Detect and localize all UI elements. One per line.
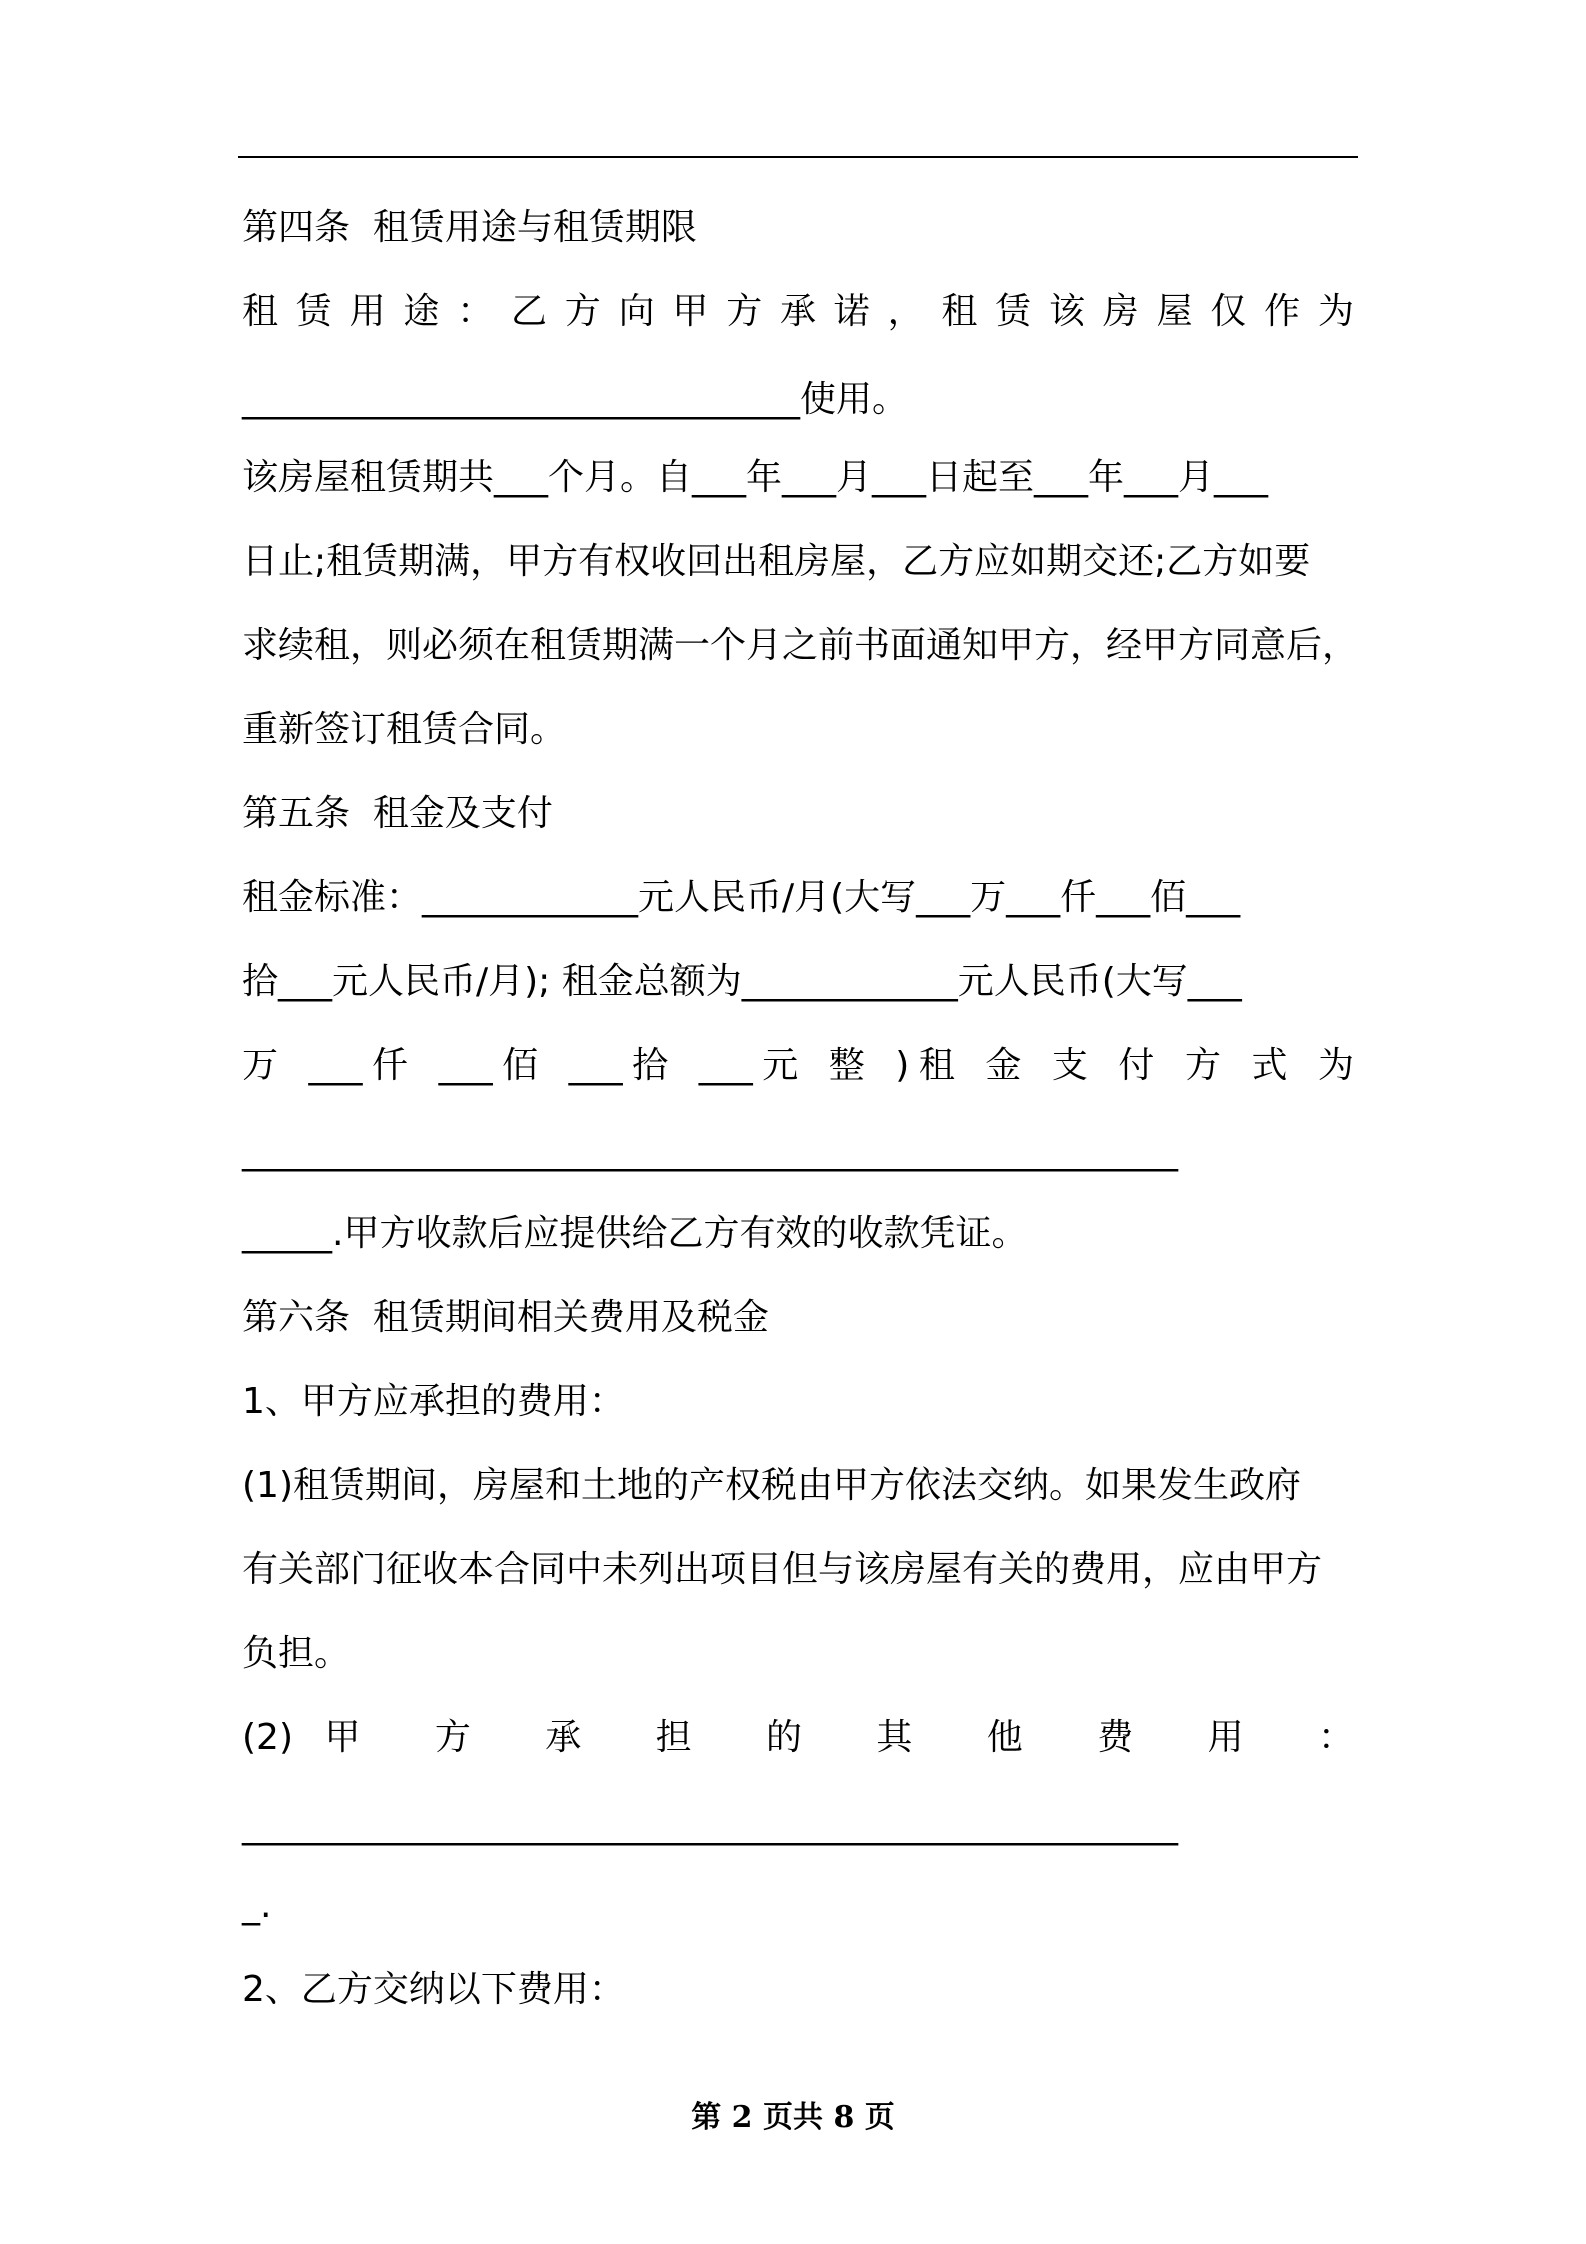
article-5-heading: 第五条 租金及支付 — [242, 793, 553, 834]
party-a-fees-heading: 1、甲方应承担的费用： — [242, 1381, 625, 1422]
term-line-2: 日止;租赁期满，甲方有权收回出租房屋，乙方应如期交还;乙方如要 — [242, 541, 1311, 582]
rent-line-1: 租金标准：____________元人民币/月(大写___万___仟___佰___ — [242, 877, 1241, 918]
fee-2-line: (2)甲 方 承 担 的 其 他 费 用 ： — [242, 1717, 1354, 1758]
rent-line-4: _____.甲方收款后应提供给乙方有效的收款凭证。 — [242, 1213, 1028, 1254]
rent-line-2: 拾___元人民币/月); 租金总额为____________元人民币(大写___ — [242, 961, 1242, 1002]
term-line-3: 求续租，则必须在租赁期满一个月之前书面通知甲方，经甲方同意后， — [242, 625, 1359, 666]
fee-1-line-1: (1)租赁期间，房屋和土地的产权税由甲方依法交纳。如果发生政府 — [242, 1465, 1301, 1506]
usage-line: 租赁用途：乙方向甲方承诺，租赁该房屋仅作为 — [242, 291, 1354, 332]
fee-2-blank-end: _. — [242, 1885, 272, 1926]
page-footer: 第 2 页共 8 页 — [691, 2100, 895, 2135]
term-line-4: 重新签订租赁合同。 — [242, 709, 567, 750]
article-6-heading: 第六条 租赁期间相关费用及税金 — [242, 1297, 769, 1338]
rent-line-3: 万 ___仟 ___佰 ___拾 ___元 整 )租 金 支 付 方 式 为 — [242, 1045, 1354, 1086]
fee-1-line-3: 负担。 — [242, 1633, 351, 1674]
header-rule — [238, 156, 1358, 158]
rent-blank-line: ____________________________________________________ — [242, 1131, 1178, 1172]
article-4-heading: 第四条 租赁用途与租赁期限 — [242, 207, 697, 248]
usage-blank-line: _______________________________使用。 — [242, 379, 909, 420]
fee-1-line-2: 有关部门征收本合同中未列出项目但与该房屋有关的费用，应由甲方 — [242, 1549, 1323, 1590]
party-b-fees-heading: 2、乙方交纳以下费用： — [242, 1969, 625, 2010]
term-line-1: 该房屋租赁期共___个月。自___年___月___日起至___年___月___ — [242, 457, 1269, 498]
fee-2-blank-line: ____________________________________________________ — [242, 1805, 1178, 1846]
